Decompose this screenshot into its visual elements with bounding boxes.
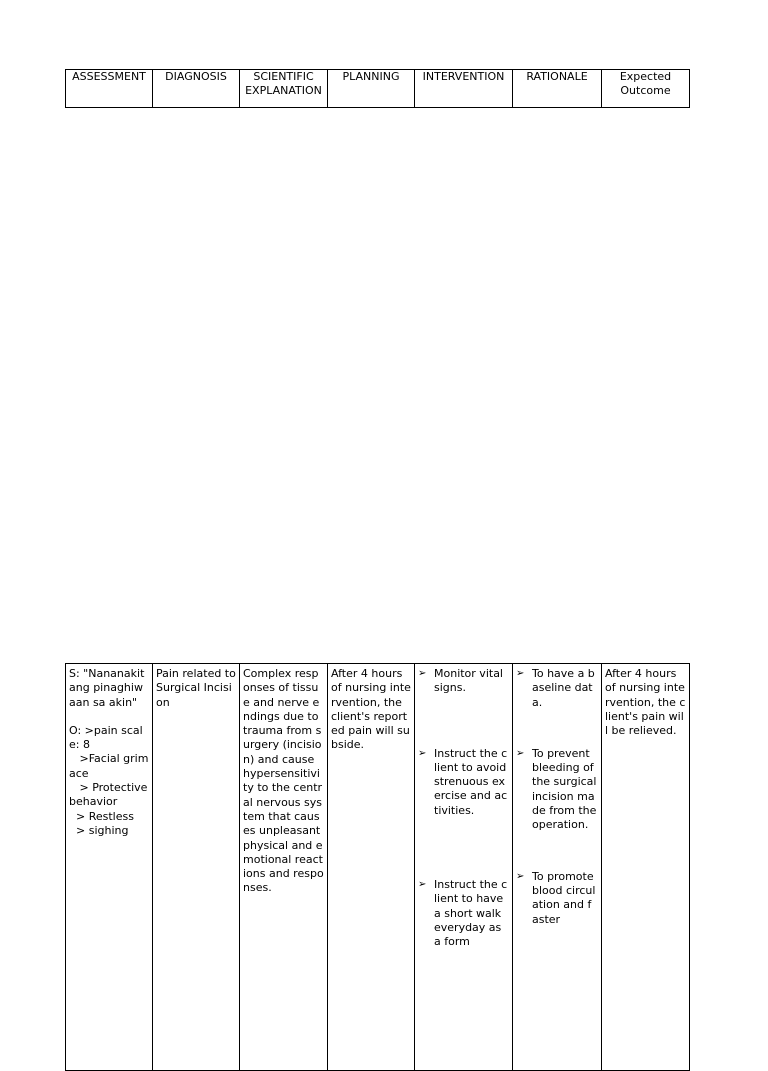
diagnosis-text: Pain related to Surgical Incision [156,667,236,709]
col-header-rationale: RATIONALE [513,70,602,108]
planning-text: After 4 hours of nursing intervention, the client's reported pain will subside. [331,667,411,752]
objective-line: > Restless [69,809,134,823]
rationale-cell [513,664,602,1071]
col-header-assessment: ASSESSMENT [66,70,153,108]
diagnosis-cell [153,664,240,1071]
arrow-bullet-icon: ➢ [516,747,525,759]
scientific-explanation-cell [240,664,328,1071]
intervention-text: Instruct the client to avoid strenuous exercise and activities. [434,746,508,817]
list-item [516,747,598,833]
rationale-text: To promote blood circulation and faster [532,869,596,926]
care-plan-table [65,663,690,1071]
arrow-bullet-icon: ➢ [418,879,427,891]
table-row [66,664,690,1071]
col-header-intervention: INTERVENTION [415,70,513,108]
list-item [418,878,509,949]
col-header-planning: PLANNING [328,70,415,108]
header-row [66,70,690,108]
intervention-cell [415,664,513,1071]
list-item [418,747,509,818]
arrow-bullet-icon: ➢ [516,668,525,679]
arrow-bullet-icon: ➢ [418,747,427,759]
arrow-bullet-icon: ➢ [418,668,427,679]
col-header-diagnosis: DIAGNOSIS [153,70,240,108]
intervention-list [418,667,509,950]
rationale-text: To have a baseline data. [532,667,595,709]
rationale-list [516,667,598,927]
subjective-data: S: "Nananakit ang pinaghiwaan sa akin" [69,667,145,709]
scientific-explanation-text: Complex responses of tissue and nerve endings due to trauma from surgery (incision) and cause hypersensitivity to the central nervous system that causes unpleasant physical and emotional reactions and responses. [243,667,324,895]
list-spacer [516,710,598,747]
objective-line: O: >pain scale: 8 [69,723,143,752]
objective-line: > Protective behavior [69,781,151,809]
arrow-bullet-icon: ➢ [516,870,525,882]
list-spacer [418,696,509,747]
objective-line: >Facial grimace [69,752,149,780]
rationale-text: To prevent bleeding of the surgical incision made from the operation. [532,746,597,832]
col-header-expected-outcome: Expected Outcome [602,70,690,108]
list-item [516,870,598,927]
list-spacer [516,833,598,870]
expected-outcome-text: After 4 hours of nursing intervention, the client's pain will be relieved. [605,667,686,738]
col-header-scientific-explanation: SCIENTIFIC EXPLANATION [240,70,328,108]
intervention-text: Instruct the client to have a short walk everyday as a form [434,878,508,949]
planning-cell [328,664,415,1071]
list-spacer [418,818,509,878]
expected-outcome-cell [602,664,690,1071]
assessment-cell [66,664,153,1071]
list-item [516,667,598,710]
list-item [418,667,509,696]
objective-line: > sighing [69,823,129,837]
header-table [65,69,690,108]
intervention-text: Monitor vital signs. [434,667,503,695]
